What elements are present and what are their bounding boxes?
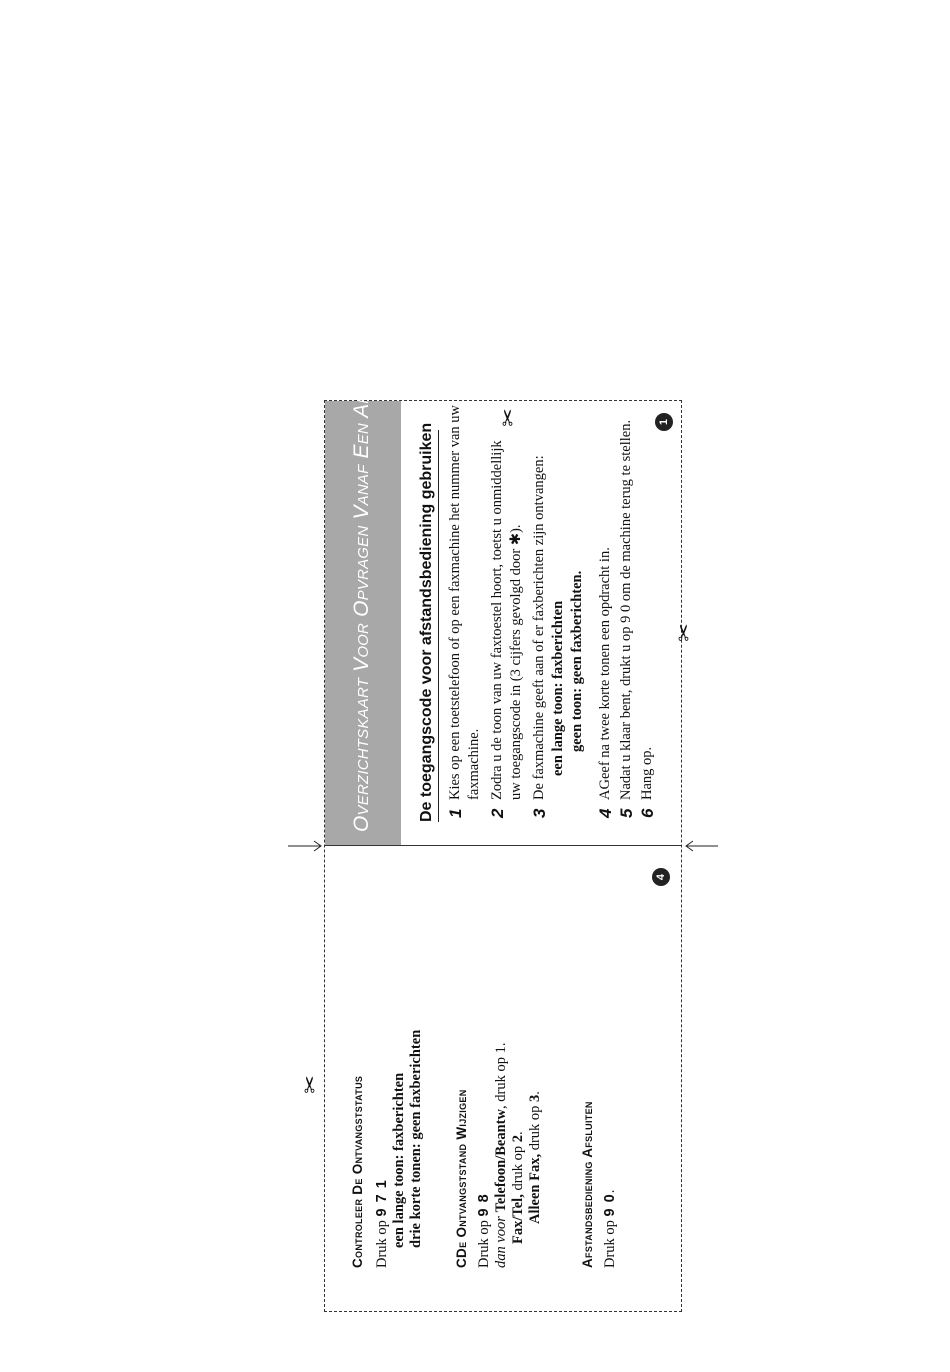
step-number: 4 [596, 808, 615, 818]
fold-line [324, 845, 682, 846]
step-number: 3 [530, 808, 549, 818]
block-text: Druk op 9 8 dan voor Telefoon/Beantw, druk op 1. Fax/Tel, druk op 2. Alleen Fax, druk op 3. [476, 1042, 543, 1268]
step-text: Hang op. [639, 746, 655, 800]
scissors-icon: ✂ [672, 623, 698, 642]
step-text: Kies op een toetstelefoon of op een faxmachine het nummer van uw faxmachine. [447, 405, 482, 800]
step-text: De faxmachine geeft aan of er faxberichten zijn ontvangen: een lange toon: faxberichten geen toon: geen faxberichten. [531, 455, 585, 800]
block-title: Afstandsbediening Afsluiten [580, 1101, 595, 1268]
block-title: Controleer De Ontvangststatus [350, 1075, 365, 1268]
step-number: 1 [446, 808, 465, 818]
step-text: Zodra u de toon van uw faxtoestel hoort, toetst u onmiddellijk uw toegangscode in (3 cijfers gevolgd door ✱). [489, 440, 524, 800]
scissors-icon: ✂ [298, 1075, 324, 1094]
block-title: CDe Ontvangststand Wijzigen [454, 1089, 469, 1268]
banner-title: Overzichtskaart Voor Opvragen Vanaf Een Ander Toestel [350, 280, 373, 832]
block-text: Druk op 9 0. [602, 1189, 618, 1268]
step-text: Nadat u klaar bent, drukt u op 9 0 om de machine terug te stellen. [618, 419, 634, 800]
block-text: Druk op 9 7 1 een lange toon: faxberichten drie korte tonen: geen faxberichten [374, 1029, 424, 1268]
arrow-icon [682, 838, 722, 854]
arrow-icon [286, 838, 326, 854]
step-number: 5 [617, 808, 636, 818]
step-number: 6 [638, 808, 657, 818]
scissors-icon: ✂ [496, 408, 522, 427]
step-text: AGeef na twee korte tonen een opdracht in. [597, 547, 613, 800]
step-number: 2 [488, 808, 507, 818]
page-badge: 1 [655, 413, 673, 431]
section-heading: De toegangscode voor afstandsbediening gebruiken [418, 430, 439, 822]
page-badge: 4 [652, 868, 670, 886]
